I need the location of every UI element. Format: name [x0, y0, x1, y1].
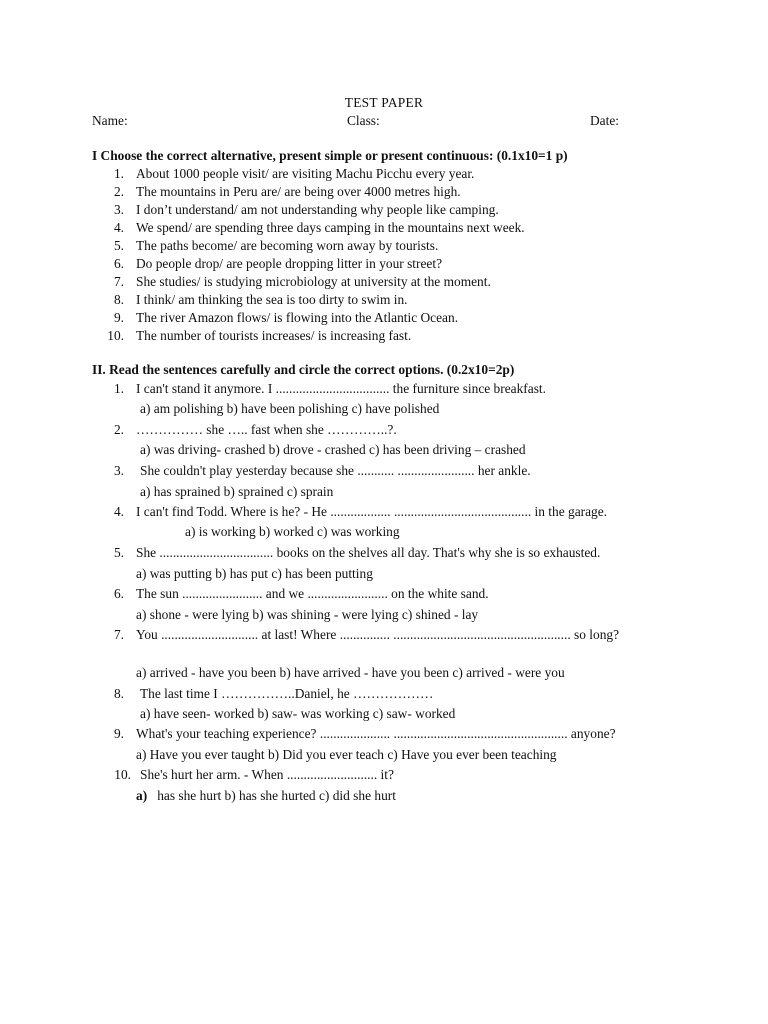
- item-number: 9.: [113, 726, 124, 741]
- item-text: The mountains in Peru are/ are being over 4000 metres high.: [136, 184, 461, 199]
- item-text: The number of tourists increases/ is increasing fast.: [136, 328, 412, 343]
- answer-options: a) has sprained b) sprained c) sprain: [140, 484, 334, 499]
- item-text: I can't stand it anymore. I .................................. the furniture since breakfast.: [136, 381, 546, 396]
- item-text: She .................................. books on the shelves all day. That's why she is so exhausted.: [136, 545, 601, 560]
- item-text: She couldn't play yesterday because she ........... ....................... her ankle.: [140, 463, 531, 478]
- item-number: 5.: [113, 545, 124, 560]
- answer-options: a) is working b) worked c) was working: [185, 524, 400, 539]
- item-number: 6.: [113, 256, 124, 271]
- item-text: You ............................. at last! Where ............... ..................................................... so long?: [136, 627, 620, 642]
- item-text: I can't find Todd. Where is he? - He .................. ......................................... in the garage.: [136, 504, 608, 519]
- answer-options: a) was putting b) has put c) has been putting: [136, 566, 373, 581]
- student-info-row: [92, 113, 632, 131]
- answer-options: a) am polishing b) have been polishing c) have polished: [140, 401, 440, 416]
- item-text: She studies/ is studying microbiology at university at the moment.: [136, 274, 491, 289]
- item-number: 9.: [113, 310, 124, 325]
- item-text: The last time I ……………..Daniel, he ………………: [140, 686, 434, 701]
- section-2-heading: II. Read the sentences carefully and circle the correct options. (0.2x10=2p): [92, 362, 515, 377]
- item-text: About 1000 people visit/ are visiting Machu Picchu every year.: [136, 166, 475, 181]
- item-number: 3.: [113, 463, 124, 478]
- item-text: She's hurt her arm. - When ........................... it?: [140, 767, 394, 782]
- item-text: What's your teaching experience? ..................... .................................................... anyone?: [136, 726, 616, 741]
- item-number: 5.: [113, 238, 124, 253]
- item-number: 4.: [113, 504, 124, 519]
- item-number: 8.: [113, 292, 124, 307]
- item-text: I don’t understand/ am not understanding why people like camping.: [136, 202, 499, 217]
- item-number: 8.: [113, 686, 124, 701]
- answer-options: a) shone - were lying b) was shining - were lying c) shined - lay: [136, 607, 479, 622]
- item-text: …………… she ….. fast when she …………..?.: [136, 422, 397, 437]
- date-label: Date:: [590, 113, 619, 128]
- item-number: 4.: [113, 220, 124, 235]
- section-1-heading: I Choose the correct alternative, present simple or present continuous: (0.1x10=1 p): [92, 148, 568, 163]
- item-text: The sun ........................ and we ........................ on the white sand.: [136, 586, 489, 601]
- item-text: We spend/ are spending three days camping in the mountains next week.: [136, 220, 525, 235]
- item-text: The paths become/ are becoming worn away by tourists.: [136, 238, 439, 253]
- item-number: 2.: [113, 184, 124, 199]
- item-text: Do people drop/ are people dropping litter in your street?: [136, 256, 443, 271]
- name-label: Name:: [92, 113, 128, 128]
- item-number: 3.: [113, 202, 124, 217]
- item-text: I think/ am thinking the sea is too dirty to swim in.: [136, 292, 408, 307]
- answer-options: a) was driving- crashed b) drove - crashed c) has been driving – crashed: [140, 442, 526, 457]
- answer-options: a) arrived - have you been b) have arrived - have you been c) arrived - were you: [136, 665, 565, 680]
- item-number: 10.: [114, 767, 131, 782]
- item-number: 1.: [113, 166, 124, 181]
- item-text: The river Amazon flows/ is flowing into the Atlantic Ocean.: [136, 310, 459, 325]
- answer-options: [136, 788, 396, 804]
- item-number: 7.: [113, 274, 124, 289]
- class-label: Class:: [347, 113, 380, 128]
- option-a-prefix: a): [136, 788, 148, 803]
- answer-options: a) Have you ever taught b) Did you ever teach c) Have you ever been teaching: [136, 747, 557, 762]
- item-number: 10.: [107, 328, 124, 343]
- answer-options-text: has she hurt b) has she hurted c) did she hurt: [157, 788, 396, 803]
- answer-options: a) have seen- worked b) saw- was working c) saw- worked: [140, 706, 456, 721]
- page-title: TEST PAPER: [344, 95, 424, 110]
- item-number: 2.: [113, 422, 124, 437]
- item-number: 7.: [113, 627, 124, 642]
- item-number: 1.: [113, 381, 124, 396]
- item-number: 6.: [113, 586, 124, 601]
